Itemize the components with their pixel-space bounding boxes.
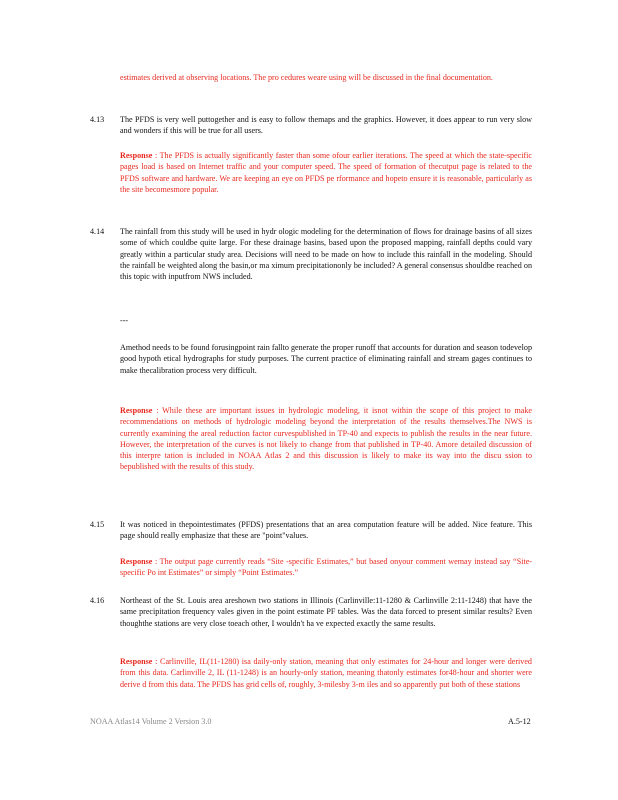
response-4-13 <box>120 150 532 195</box>
response-label: Response <box>120 406 153 415</box>
response-sep: : <box>155 657 158 666</box>
item-number-4-14: 4.14 <box>90 227 105 236</box>
response-label: Response <box>120 151 153 160</box>
item-number-4-16: 4.16 <box>90 596 105 605</box>
response-label: Response <box>120 557 153 566</box>
response-text: Carlinville, IL(11-1280) isa daily-only station, meaning that only estimates for 24-hour and longer were derived from this data. Carlinville 2, IL (11-1248) is an hourly-only station, meaning thatonly estimates for48-hour and shorter were derive d from this data. The PFDS has grid cells of, roughly, 3-milesby 3-m iles and so apparently put both of these stations <box>120 657 532 689</box>
response-4-15 <box>120 556 532 579</box>
response-label: Response <box>120 657 153 666</box>
response-text: While these are important issues in hydrologic modeling, it isnot within the scope of this project to make recommendations on methods of hydrologic modeling beyond the interpretation of the results themselves.The NWS is currently examining the areal reduction factor curvespublished in TP-40 and expects to publish the results in the near future. However, the interpretation of the curves is not likely to change from that published in TP-40. Amore detailed discussion of this interpre tation is included in NOAA Atlas 2 and this discussion is likely to make its way into the discu ssion to bepublished with the results of this study. <box>120 406 532 472</box>
item-number-4-13: 4.13 <box>90 115 105 124</box>
response-text: The PFDS is actually significantly faster than some ofour earlier iterations. The speed at which the state-specific pages load is based on Internet traffic and your computer speed. The speed of formation of thecutput page is related to the PFDS software and hardware. We are keeping an eye on PFDS pe rformance and hopeto ensure it is reasonable, particularly as the site becomesmore popular. <box>120 151 532 194</box>
comment-4-16: Northeast of the St. Louis area areshown two stations in Illinois (Carlinville:11-1280 & Carlinville 2:11-1248) that have the same precipitation frequency vales given in the point estimate PF tables. Was the data forced to present similar results? Even thoughthe stations are very close toeach other, I wouldn't ha ve expected exactly the same results. <box>120 596 532 628</box>
footer-title: NOAA Atlas14 Volume 2 Version 3.0 <box>90 717 212 726</box>
response-4-16 <box>120 656 532 690</box>
item-number-4-15: 4.15 <box>90 520 105 529</box>
comment-4-13: The PFDS is very well puttogether and is easy to follow themaps and the graphics. However, it does appear to run very slow and wonders if this will be true for all users. <box>120 115 532 136</box>
separator-4-14: --- <box>120 316 129 325</box>
response-4-14 <box>120 405 532 473</box>
response-continued: estimates derived at observing locations. The pro cedures weare using will be discussed in the final documentation. <box>120 73 493 82</box>
response-sep: : <box>154 557 158 566</box>
comment-4-14: The rainfall from this study will be used in hydr ologic modeling for the determination of flows for drainage basins of all sizes some of which couldbe quite large. For these drainage basins, based upon the proposed mapping, rainfall depths could vary greatly within a particular study area. Decisions will need to be made on how to include this rainfall in the modeling. Should the rainfall be weighted along the basin,or ma ximum precipitationonly be included? A general consensus shouldbe reached on this topic with inputfrom NWS included. <box>120 227 532 282</box>
response-sep: : <box>156 406 159 415</box>
page-number: A.5-12 <box>508 717 531 726</box>
comment2-4-14: Amethod needs to be found forusingpoint rain fallto generate the proper runoff that accounts for duration and season todevelop good hypoth etical hydrographs for study purposes. The current practice of eliminating rainfall and stream gages continues to make thecalibration process very difficult. <box>120 343 532 375</box>
response-sep: : <box>154 151 158 160</box>
response-text: The output page currently reads “Site -specific Estimates,” but based onyour comment wemay instead say “Site-specific Po int Estimates” or simply “Point Estimates.” <box>120 557 532 578</box>
comment-4-15: It was noticed in thepointestimates (PFDS) presentations that an area computation feature will be added. Nice feature. This page should really emphasize that these are "point"values. <box>120 520 532 541</box>
